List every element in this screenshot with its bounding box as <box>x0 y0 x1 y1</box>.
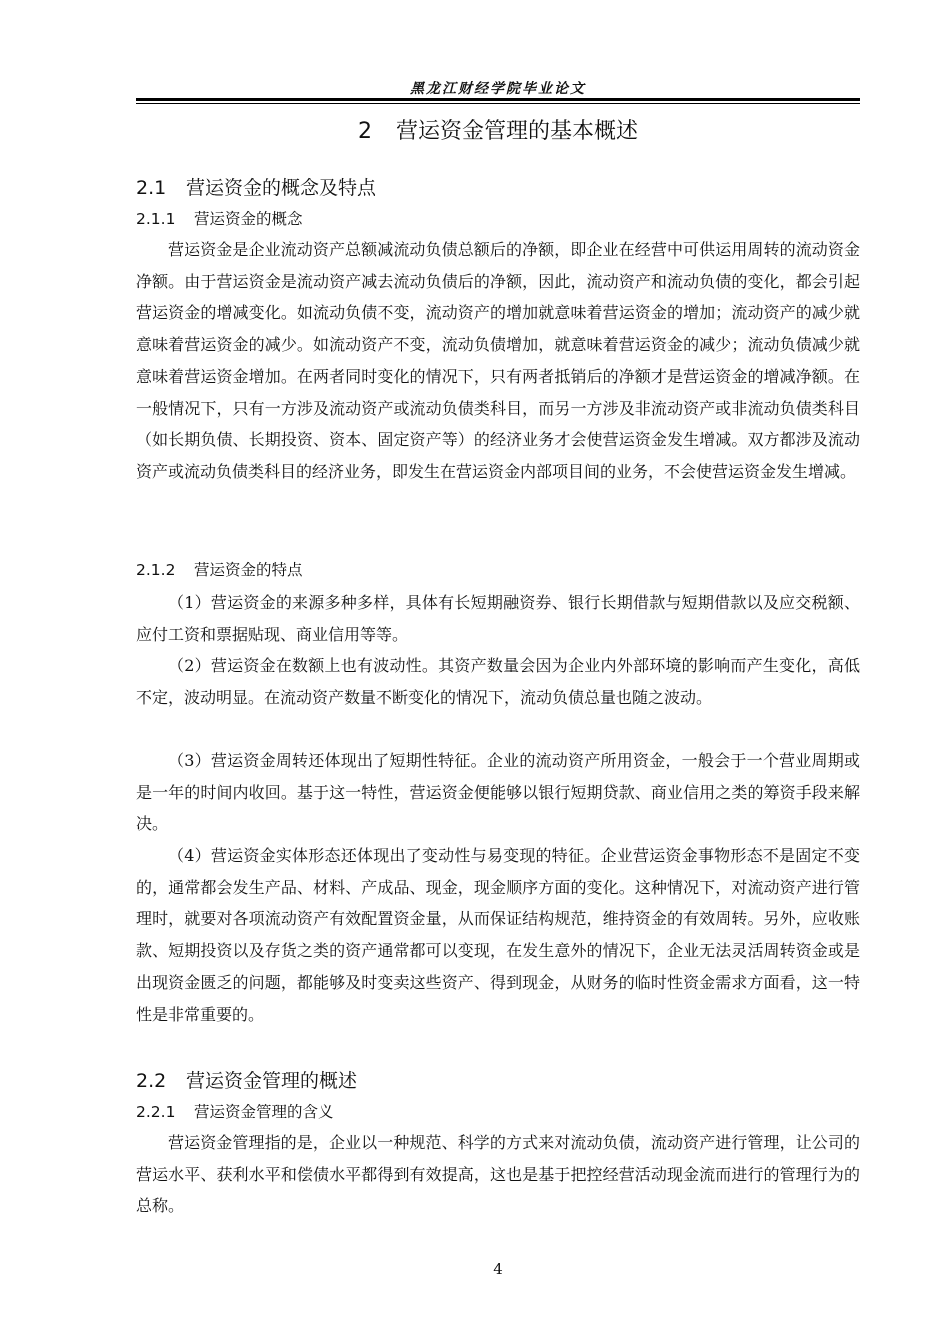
paragraph-management-definition: 营运资金管理指的是，企业以一种规范、科学的方式来对流动负债，流动资产进行管理，让公司的营运水平、获利水平和偿债水平都得到有效提高，这也是基于把控经营活动现金流而进行的管理行为的总称。 <box>136 1133 860 1216</box>
running-header: 黑龙江财经学院毕业论文 <box>410 81 586 97</box>
subsection-number: 2.1.2 <box>136 561 176 579</box>
section-title: 营运资金的概念及特点 <box>186 177 377 199</box>
chapter-title: 营运资金管理的基本概述 <box>395 119 638 144</box>
subsection-heading-2-1-2 <box>136 559 860 581</box>
paragraph-feature-4: （4）营运资金实体形态还体现出了变动性与易变现的特征。企业营运资金事物形态不是固定不变的，通常都会发生产品、材料、产成品、现金，现金顺序方面的变化。这种情况下，对流动资产进行管理时，就要对各项流动资产有效配置资金量，从而保证结构规范，维持资金的有效周转。另外，应收账款、短期投资以及存货之类的资产通常都可以变现，在发生意外的情况下，企业无法灵活周转资金或是出现资金匮乏的问题，都能够及时变卖这些资产、得到现金，从财务的临时性资金需求方面看，这一特性是非常重要的。 <box>136 846 860 1024</box>
subsection-title: 营运资金的概念 <box>194 210 303 228</box>
paragraph-working-capital-concept: 营运资金是企业流动资产总额减流动负债总额后的净额，即企业在经营中可供运用周转的流动资金净额。由于营运资金是流动资产减去流动负债后的净额，因此，流动资产和流动负债的变化，都会引起营运资金的增减变化。如流动负债不变，流动资产的增加就意味着营运资金的增加；流动资产的减少就意味着营运资金的减少。如流动资产不变，流动负债增加，就意味着营运资金的减少；流动负债减少就意味着营运资金增加。在两者同时变化的情况下，只有两者抵销后的净额才是营运资金的增减净额。在一般情况下，只有一方涉及流动资产或流动负债类科目，而另一方涉及非流动资产或非流动负债类科目（如长期负债、长期投资、资本、固定资产等）的经济业务才会使营运资金发生增减。双方都涉及流动资产或流动负债类科目的经济业务，即发生在营运资金内部项目间的业务，不会使营运资金发生增减。 <box>136 240 860 481</box>
section-number: 2.1 <box>136 177 167 199</box>
paragraph-feature-1: （1）营运资金的来源多种多样，具体有长短期融资券、银行长期借款与短期借款以及应交税额、应付工资和票据贴现、商业信用等等。 <box>136 593 860 644</box>
chapter-heading <box>136 114 860 145</box>
header-rule-thick <box>136 98 860 101</box>
subsection-title: 营运资金的特点 <box>194 561 303 579</box>
section-heading-2-1 <box>136 175 860 201</box>
subsection-heading-2-1-1 <box>136 208 860 230</box>
subsection-number: 2.2.1 <box>136 1103 176 1121</box>
section-title: 营运资金管理的概述 <box>186 1070 358 1092</box>
subsection-title: 营运资金管理的含义 <box>194 1103 334 1121</box>
chapter-number: 2 <box>357 119 372 144</box>
page-number: 4 <box>493 1260 503 1278</box>
section-heading-2-2 <box>136 1068 860 1094</box>
subsection-number: 2.1.1 <box>136 210 176 228</box>
header-rule-thin <box>136 103 860 104</box>
paragraph-feature-2: （2）营运资金在数额上也有波动性。其资产数量会因为企业内外部环境的影响而产生变化，高低不定，波动明显。在流动资产数量不断变化的情况下，流动负债总量也随之波动。 <box>136 656 860 707</box>
subsection-heading-2-2-1 <box>136 1101 860 1123</box>
paragraph-feature-3: （3）营运资金周转还体现出了短期性特征。企业的流动资产所用资金，一般会于一个营业周期或是一年的时间内收回。基于这一特性，营运资金便能够以银行短期贷款、商业信用之类的筹资手段来解决。 <box>136 751 860 834</box>
section-number: 2.2 <box>136 1070 167 1092</box>
